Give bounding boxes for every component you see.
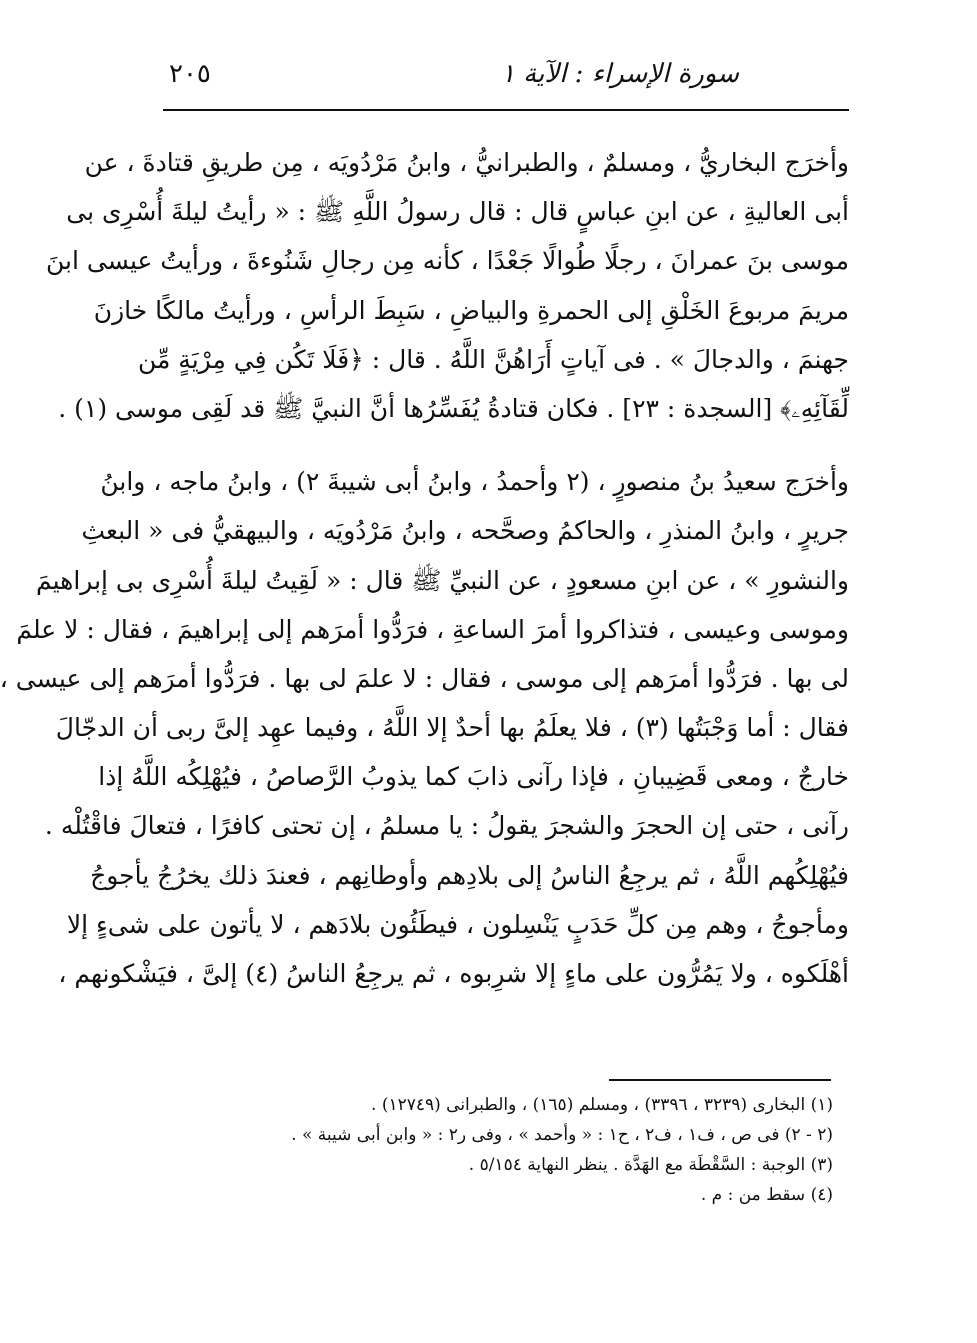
header-rule [163, 109, 849, 111]
footnote-rule [609, 1079, 831, 1081]
footnote-2: (٢ - ٢) فى ص ، ف١ ، ف٢ ، ح١ : « وأحمد » ، وفى ر٢ : « وابن أبى شيبة » . [291, 1125, 833, 1145]
text-line: فقال : أما وَجْبَتُها (٣) ، فلا يعلَمُ بها أحدٌ إلا اللَّهُ ، وفيما عهِد إلىَّ ربى أن الدجّالَ [55, 713, 849, 743]
text-line: أهْلَكوه ، ولا يَمُرُّون على ماءٍ إلا شرِبوه ، ثم يرجِعُ الناسُ (٤) إلىَّ ، فيَشْكونهم ، [58, 959, 849, 988]
footnote-1: (١) البخارى (٣٢٣٩ ، ٣٣٩٦) ، ومسلم (١٦٥) ، والطبرانى (١٢٧٤٩) . [371, 1095, 833, 1115]
paragraph-2 [0, 457, 849, 998]
paragraph-gap [159, 433, 849, 457]
paragraph-1 [45, 138, 849, 433]
text-line: وأخرَج سعيدُ بنُ منصورٍ ، (٢ وأحمدُ ، وابنُ أبى شيبةَ ٢) ، وابنُ ماجه ، وابنُ [100, 467, 849, 497]
text-line: جهنمَ ، والدجالَ » . فى آياتٍ أَرَاهُنَّ اللَّهُ . قال : ﴿فَلَا تَكُن فِي مِرْيَةٍ مِّن [137, 344, 849, 374]
text-line: والنشورِ » ، عن ابنِ مسعودٍ ، عن النبيِّ ﷺ قال : « لَقِيتُ ليلةَ أُسْرِى بى إبراهيمَ [35, 565, 849, 595]
text-line: لِّقَآئِهِۦ﴾ [السجدة : ٢٣] . فكان قتادةُ يُفَسِّرُها أنَّ النبيَّ ﷺ قد لَقِى موسى (١) . [58, 393, 849, 423]
footnote-3: (٣) الوجبة : السَّقْطَة مع الهَدَّة . ينظر النهاية ٥/١٥٤ . [468, 1155, 833, 1175]
text-line: رآنى ، حتى إن الحجرَ والشجرَ يقولُ : يا مسلمُ ، إن تحتى كافرًا ، فتعالَ فاقْتُلْه . [44, 811, 849, 841]
page-number: ٢٠٥ [169, 59, 211, 89]
text-line: موسى بنَ عمرانَ ، رجلًا طُوالًا جَعْدًا ، كأنه مِن رجالِ شَنُوءةَ ، ورأيتُ عيسى ابنَ [45, 246, 849, 276]
footnote-4: (٤) سقط من : م . [700, 1185, 833, 1205]
text-line: ومأجوجُ ، وهم مِن كلِّ حَدَبٍ يَنْسِلون ، فيطَئُون بلادَهم ، لا يأتون على شىءٍ إلا [66, 909, 849, 939]
page-header [163, 55, 849, 105]
footnotes [159, 1090, 833, 1210]
text-line: وأخرَج البخاريُّ ، ومسلمٌ ، والطبرانيُّ ، وابنُ مَرْدُويَه ، مِن طريقِ قتادةَ ، عن [84, 148, 849, 177]
main-text [0, 138, 849, 998]
running-title: سورة الإسراء : الآية ١ [500, 59, 739, 89]
text-line: خارجٌ ، ومعى قَضِيبانِ ، فإذا رآنى ذابَ كما يذوبُ الرَّصاصُ ، فيُهْلِكُه اللَّهُ إذا [98, 762, 849, 792]
text-line: مريمَ مربوعَ الخَلْقِ إلى الحمرةِ والبياضِ ، سَبِطَ الرأسِ ، ورأيتُ مالكًا خازنَ [93, 295, 849, 325]
text-line: أبى العاليةِ ، عن ابنِ عباسٍ قال : قال رسولُ اللَّهِ ﷺ : « رأيتُ ليلةَ أُسْرِى بى [66, 197, 849, 227]
text-line: وموسى وعيسى ، فتذاكروا أمرَ الساعةِ ، فرَدُّوا أمرَهم إلى إبراهيمَ ، فقال : لا علمَ [16, 614, 849, 644]
text-line: جريرٍ ، وابنُ المنذرِ ، والحاكمُ وصحَّحه ، وابنُ مَرْدُويَه ، والبيهقيُّ فى « البعثِ [81, 516, 849, 546]
text-line: فيُهْلِكُهم اللَّهُ ، ثم يرجِعُ الناسُ إلى بلادِهم وأوطانِهم ، فعندَ ذلك يخرُجُ يأجوجُ [90, 860, 849, 890]
text-line: لى بها . فرَدُّوا أمرَهم إلى موسى ، فقال : لا علمَ لى بها . فرَدُّوا أمرَهم إلى عيسى ، [0, 663, 849, 693]
